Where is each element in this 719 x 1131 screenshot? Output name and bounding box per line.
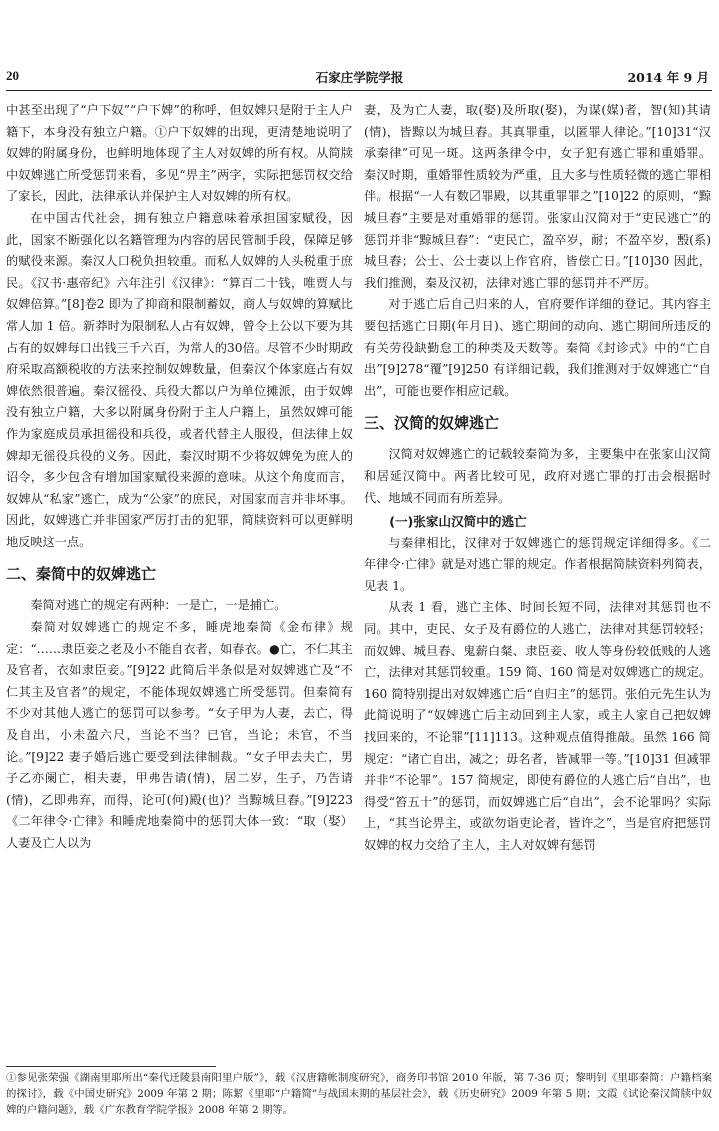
paragraph: 秦简对逃亡的规定有两种：一是亡，一是捕亡。 [30,598,287,613]
page-header [0,68,719,88]
issue-date: 2014 年 9 月 [627,70,709,85]
header-rule [6,90,712,91]
section-heading: 三、汉简的奴婢逃亡 [364,414,500,433]
paragraph: 与秦律相比，汉律对于奴婢逃亡的惩罚规定详细得多。《二年律令·亡律》就是对逃亡罪的规定。作者根据简牍资料列简表，见表 1。 [364,535,711,593]
paragraph: 妻，及为亡人妻，取(娶)及所取(娶)，为谋(媒)者，智(知)其请(情)，皆黥以为城旦舂。其真罪重，以匿罪人律论。”[10]31“汉承秦律”可见一斑。这两条律令中，女子犯有逃亡罪和重婚罪。秦汉时期，重婚罪性质较为严重，且大多与性质轻微的逃亡罪相伴。根据“一人有数〼罪殿，以其重罪罪之”[10]22 的原则，“黥城旦舂”主要是对重婚罪的惩罚。张家山汉简对于“吏民逃亡”的惩罚并非“黥城旦舂”：“吏民亡，盈卒岁，耐；不盈卒岁，毄(系)城旦舂；公士、公士妻以上作官府，皆偿亡日。”[10]30 因此，我们推测，秦及汉初，法律对逃亡罪的惩罚并不严厉。 [364,103,711,290]
paragraph: 中甚至出现了“户下奴”“户下婢”的称呼，但奴婢只是附于主人户籍下，本身没有独立户籍。①户下奴婢的出现，更清楚地说明了奴婢的附属身份，也鲜明地体现了主人对奴婢的所有权。从简牍中奴婢逃亡所受惩罚来看，多见“畀主”两字，实际把惩罚权交给了家长，因此，法律承认并保护主人对奴婢的所有权。 [6,103,353,204]
paragraph: 秦简对奴婢逃亡的规定不多，睡虎地秦简《金布律》规定：“……隶臣妾之老及小不能自衣者，如春衣。●亡，不仁其主及官者，衣如隶臣妾。”[9]22 此简后半条似是对奴婢逃亡及“不仁其主及官者”的规定，不能体现奴婢逃亡所受惩罚。但秦简有不少对其他人逃亡的惩罚可以参考。“女子甲为人妻，去亡，得及自出，小未盈六尺，当论不当？已官，当论；未官，不当论。”[9]22 妻子婚后逃亡要受到法律制裁。“女子甲去夫亡，男子乙亦阑亡，相夫妻，甲弗告请(情)，居二岁，生子，乃告请(情)，乙即弗弃，而得，论可(何)殿(也)？当黥城旦舂。”[9]223《二年律令·亡律》和睡虎地秦简中的惩罚大体一致：“取（娶）人妻及亡人以为 [6,620,353,850]
subsection-heading: (一)张家山汉简中的逃亡 [389,514,527,530]
paragraph: 对于逃亡后自己归来的人，官府要作详细的登记。其内容主要包括逃亡日期(年月日)、逃亡期间的动向、逃亡期间所违反的有关劳役缺勤怠工的种类及天数等。秦简《封诊式》中的“亡自出”[9]278“覆”[9]250 有详细记载，我们推测对于奴婢逃亡“自出”，可能也要作相应记载。 [364,297,711,398]
left-column [6,100,353,855]
paragraph: 汉简对奴婢逃亡的记载较秦简为多，主要集中在张家山汉简和居延汉简中。两者比较可见，政府对逃亡罪的打击会根据时代、地域不同而有所差异。 [364,447,711,505]
page-number: 20 [6,68,19,83]
footnote-rule [6,1066,216,1067]
footnote: ①参见张荣强《湖南里耶所出“秦代迁陵县南阳里户版”》，载《汉唐籍帐制度研究》，商务印书馆 2010 年版，第 7-36 页；黎明钊《里耶秦简：户籍档案的探讨》，载《中国史研究》2009 年第 2 期；陈絜《里耶“户籍简”与战国末期的基层社会》，载《历史研究》2009 年第 5 期；文霞《试论秦汉简牍中奴婢的户籍问题》，载《广东教育学院学报》2008 年第 2 期等。 [6,1072,712,1116]
journal-title: 石家庄学院学报 [315,70,404,85]
paragraph: 在中国古代社会，拥有独立户籍意味着承担国家赋役，因此，国家不断强化以名籍管理为内容的居民管制手段，保障足够的赋役来源。秦汉人口税负担较重。而私人奴婢的人头税重于庶民。《汉书·惠帝纪》六年注引《汉律》：“算百二十钱，唯贾人与奴婢倍算。”[8]卷2 即为了抑商和限制蓄奴，商人与奴婢的算赋比常人加 1 倍。新莽时为限制私人占有奴婢，曾令上公以下要为其占有的奴婢每口出钱三千六百，为常人的30倍。尽管不少时期政府采取高额税收的方法来控制奴婢数量，但秦汉个体家庭占有奴婢依然很普遍。秦汉徭役、兵役大都以户为单位摊派，由于奴婢没有独立户籍，大多以附属身份附于主人户籍上，虽然奴婢可能作为家庭成员承担徭役和兵役，或者代替主人服役，但法律上奴婢却无徭役兵役的义务。因此，秦汉时期不少将奴婢免为庶人的诏令，多少包含有增加国家赋役来源的意味。从这个角度而言，奴婢从“私家”逃亡，成为“公家”的庶民，对国家而言并非坏事。因此，奴婢逃亡并非国家严厉打击的犯罪，简牍资料可以更鲜明地反映这一点。 [6,210,353,549]
paragraph: 从表 1 看，逃亡主体、时间长短不同，法律对其惩罚也不同。其中，吏民、女子及有爵位的人逃亡，法律对其惩罚较轻；而奴婢、城旦舂、鬼薪白粲、隶臣妾、收人等身份较低贱的人逃亡，法律对其惩罚较重。159 简、160 简是对奴婢逃亡的规定。160 简特别提出对奴婢逃亡后“自归主”的惩罚。张伯元先生认为此简说明了“奴婢逃亡后主动回到主人家，或主人家自己把奴婢找回来的，不论罪”[11]113。这种观点值得推敲。虽然 166 简规定：“诸亡自出，减之；毋名者，皆减罪一等。”[10]31 但减罪并非“不论罪”。157 简规定，即使有爵位的人逃亡后“自出”，也得受“笞五十”的惩罚，而奴婢逃亡后“自出”，会不论罪吗？实际上，“其当论畀主，或欲勿诣吏论者，皆许之”，当是官府把惩罚奴婢的权力交给了主人，主人对奴婢有惩罚 [364,600,711,852]
right-column [364,100,711,857]
section-heading: 二、秦简中的奴婢逃亡 [6,565,157,584]
